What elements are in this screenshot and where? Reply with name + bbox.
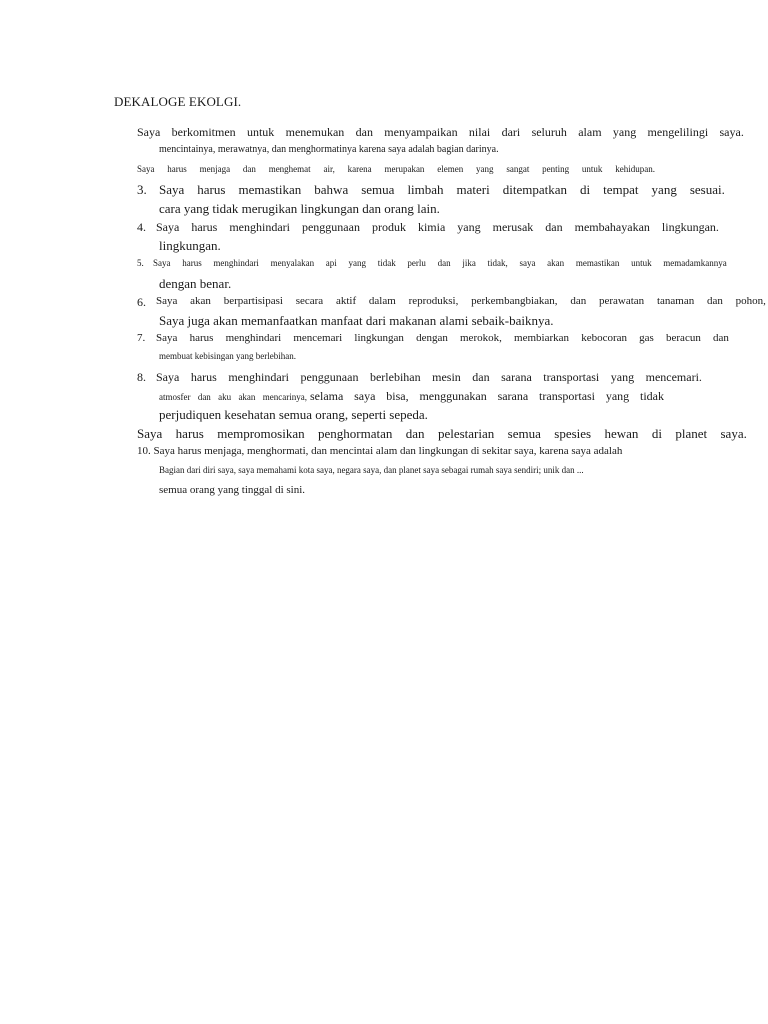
item-7-number: 7.	[137, 332, 146, 344]
item-10-continuation: Bagian dari diri saya, saya memahami kota saya, negara saya, dan planet saya sebagai rumah saya sendiri; unik dan ...	[159, 465, 584, 475]
item-8-continuation-small: atmosfer dan aku akan mencarinya,	[159, 392, 307, 402]
item-10-continuation-2: semua orang yang tinggal di sini.	[159, 484, 306, 496]
document-title: DEKALOGE EKOLGI.	[114, 94, 242, 109]
item-4-continuation: lingkungan.	[159, 238, 221, 253]
item-6-text: Saya akan berpartisipasi secara aktif dalam reproduksi, perkembangbiakan, dan perawatan tanaman dan pohon,	[156, 295, 766, 307]
item-8-continuation: selama saya bisa, menggunakan sarana transportasi yang tidak	[310, 389, 664, 403]
item-5-number: 5.	[137, 258, 144, 268]
item-5-continuation: dengan benar.	[159, 276, 232, 291]
item-7-continuation: membuat kebisingan yang berlebihan.	[159, 351, 296, 361]
line-3: Saya harus menjaga dan menghemat air, karena merupakan elemen yang sangat penting untuk kehidupan.	[137, 164, 655, 174]
item-5-text: Saya harus menghindari menyalakan api yang tidak perlu dan jika tidak, saya akan memastikan untuk memadamkannya	[153, 258, 727, 268]
line-1: Saya berkomitmen untuk menemukan dan menyampaikan nilai dari seluruh alam yang mengelilingi saya.	[137, 125, 744, 139]
item-4-number: 4.	[137, 220, 146, 234]
item-3-text: Saya harus memastikan bahwa semua limbah materi ditempatkan di tempat yang sesuai.	[159, 182, 725, 197]
item-8-number: 8.	[137, 370, 146, 384]
item-3-number: 3.	[137, 182, 147, 197]
item-6-number: 6.	[137, 295, 146, 309]
item-8-text: Saya harus menghindari penggunaan berlebihan mesin dan sarana transportasi yang mencemari.	[156, 370, 702, 384]
item-7-text: Saya harus menghindari mencemari lingkungan dengan merokok, membiarkan kebocoran gas beracun dan	[156, 332, 729, 344]
item-4-text: Saya harus menghindari penggunaan produk kimia yang merusak dan membahayakan lingkungan.	[156, 220, 719, 234]
line-2: mencintainya, merawatnya, dan menghormatinya karena saya adalah bagian darinya.	[159, 144, 499, 155]
item-9-text: Saya harus mempromosikan penghormatan dan pelestarian semua spesies hewan di planet saya.	[137, 426, 747, 441]
item-3-continuation: cara yang tidak merugikan lingkungan dan orang lain.	[159, 201, 440, 216]
item-6-continuation: Saya juga akan memanfaatkan manfaat dari makanan alami sebaik-baiknya.	[159, 313, 554, 328]
item-8-continuation-2: perjudiquen kesehatan semua orang, seperti sepeda.	[159, 407, 428, 422]
item-10-text: 10. Saya harus menjaga, menghormati, dan mencintai alam dan lingkungan di sekitar saya, karena saya adalah	[137, 445, 623, 457]
